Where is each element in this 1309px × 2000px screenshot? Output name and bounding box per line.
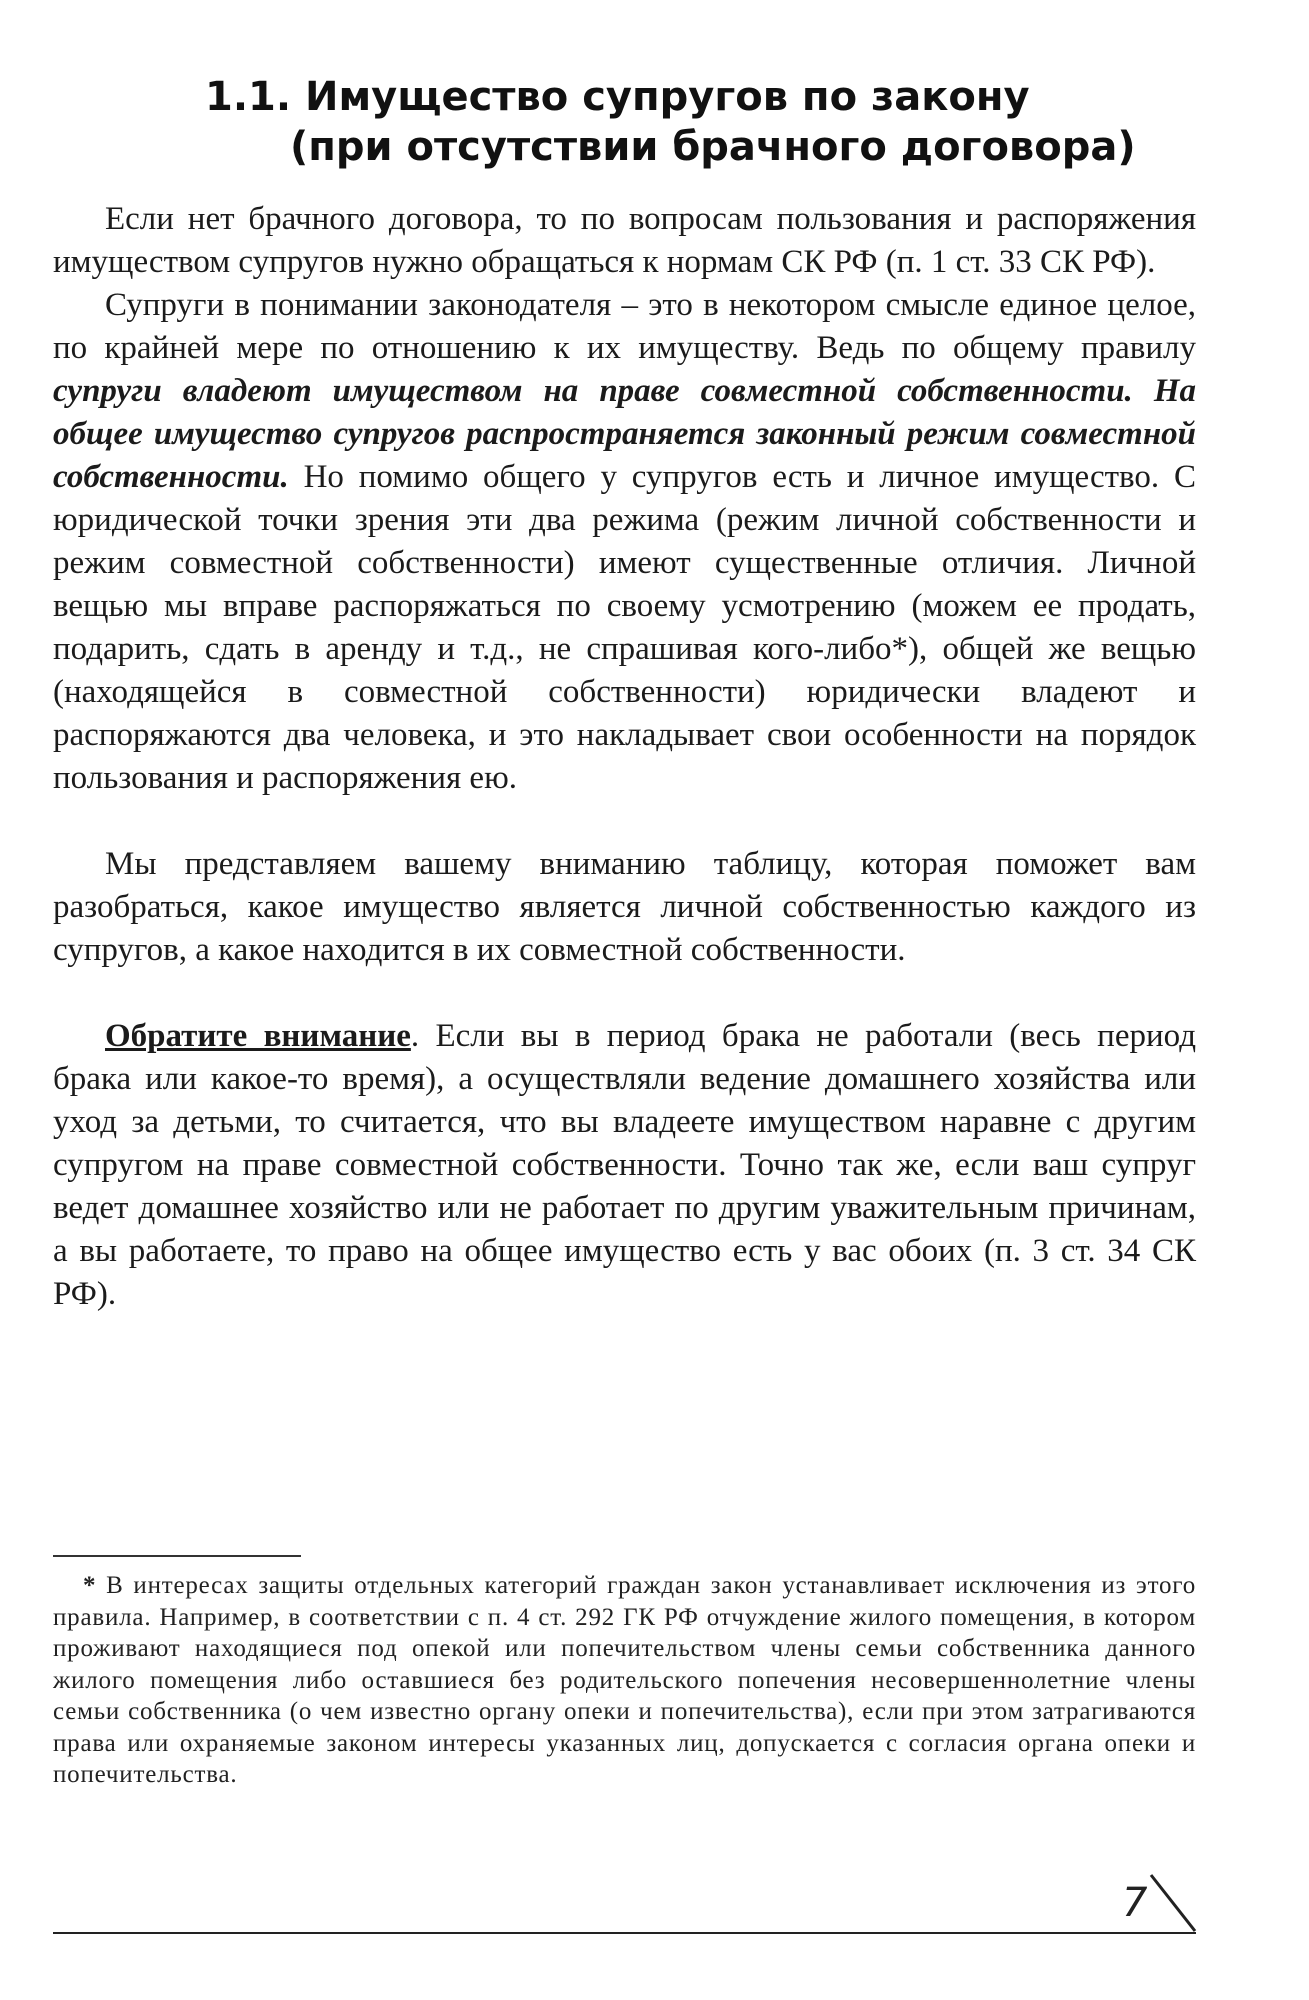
paragraph-3: Мы представляем вашему вниманию таблицу, которая поможет вам разобраться, какое имущество является личной собственностью каждого из супругов, а какое находится в их совместной собственности. <box>53 846 1196 968</box>
body-text <box>53 198 1196 1316</box>
paragraph-2 <box>53 284 1196 800</box>
paragraph-2-emphasis: супруги владеют имуществом на праве совместной собственности. На общее имущество супругов распространяется законный режим совместной собственности. <box>53 373 1196 495</box>
paragraph-1: Если нет брачного договора, то по вопросам пользования и распоряжения имуществом супругов нужно обращаться к нормам СК РФ (п. 1 ст. 33 СК РФ). <box>53 201 1196 280</box>
page-number: 7 <box>1122 1880 1148 1926</box>
footnote-text: В интересах защиты отдельных категорий граждан закон устанавливает исключения из этого правила. Например, в соответствии с п. 4 ст. 292 ГК РФ отчуждение жилого помещения, в котором проживают находящиеся под опекой или попечительством члены семьи собственника данного жилого помещения либо оставшиеся без родительского попечения несовершеннолетние члены семьи собственника (о чем известно органу опеки и попечительства), если при этом затрагиваются права или охраняемые законом интересы указанных лиц, допускается с согласия органа опеки и попечительства. <box>53 1572 1196 1788</box>
bottom-rule <box>53 1932 1196 1934</box>
page-corner-mark <box>1148 1872 1198 1934</box>
paragraph-2-end: Но помимо общего у супругов есть и личное имущество. С юридической точки зрения эти два режима (режим личной собственности и режим совместной собственности) имеют существенные отличия. Личной вещью мы вправе распоряжаться по своему усмотрению (можем ее продать, подарить, сдать в аренду и т.д., не спрашивая кого-либо*), общей же вещью (находящейся в совместной собственности) юридически владеют и распоряжаются два человека, и это накладывает свои особенности на порядок пользования и распоряжения ею. <box>53 459 1196 796</box>
heading-line-1: 1.1. Имущество супругов по закону <box>205 74 1030 120</box>
heading-line-2: (при отсутствии брачного договора) <box>290 124 1136 170</box>
footnote <box>53 1570 1196 1791</box>
paragraph-4-text: . Если вы в период брака не работали (весь период брака или какое-то время), а осуществляли ведение домашнего хозяйства или уход за детьми, то считается, что вы владеете имуществом наравне с другим супругом на праве совместной собственности. Точно так же, если ваш супруг ведет домашнее хозяйство или не работает по другим уважительным причинам, а вы работаете, то право на общее имущество есть у вас обоих (п. 3 ст. 34 СК РФ). <box>53 1018 1196 1312</box>
paragraph-4 <box>53 1015 1196 1316</box>
paragraph-2-start: Супруги в понимании законодателя – это в некотором смысле единое целое, по крайней мере по отношению к их имуществу. Ведь по общему правилу <box>53 287 1196 366</box>
attention-label: Обратите внимание <box>105 1018 411 1054</box>
footnote-marker: * <box>83 1572 97 1599</box>
footnote-separator <box>53 1555 301 1557</box>
section-heading <box>205 72 1136 172</box>
